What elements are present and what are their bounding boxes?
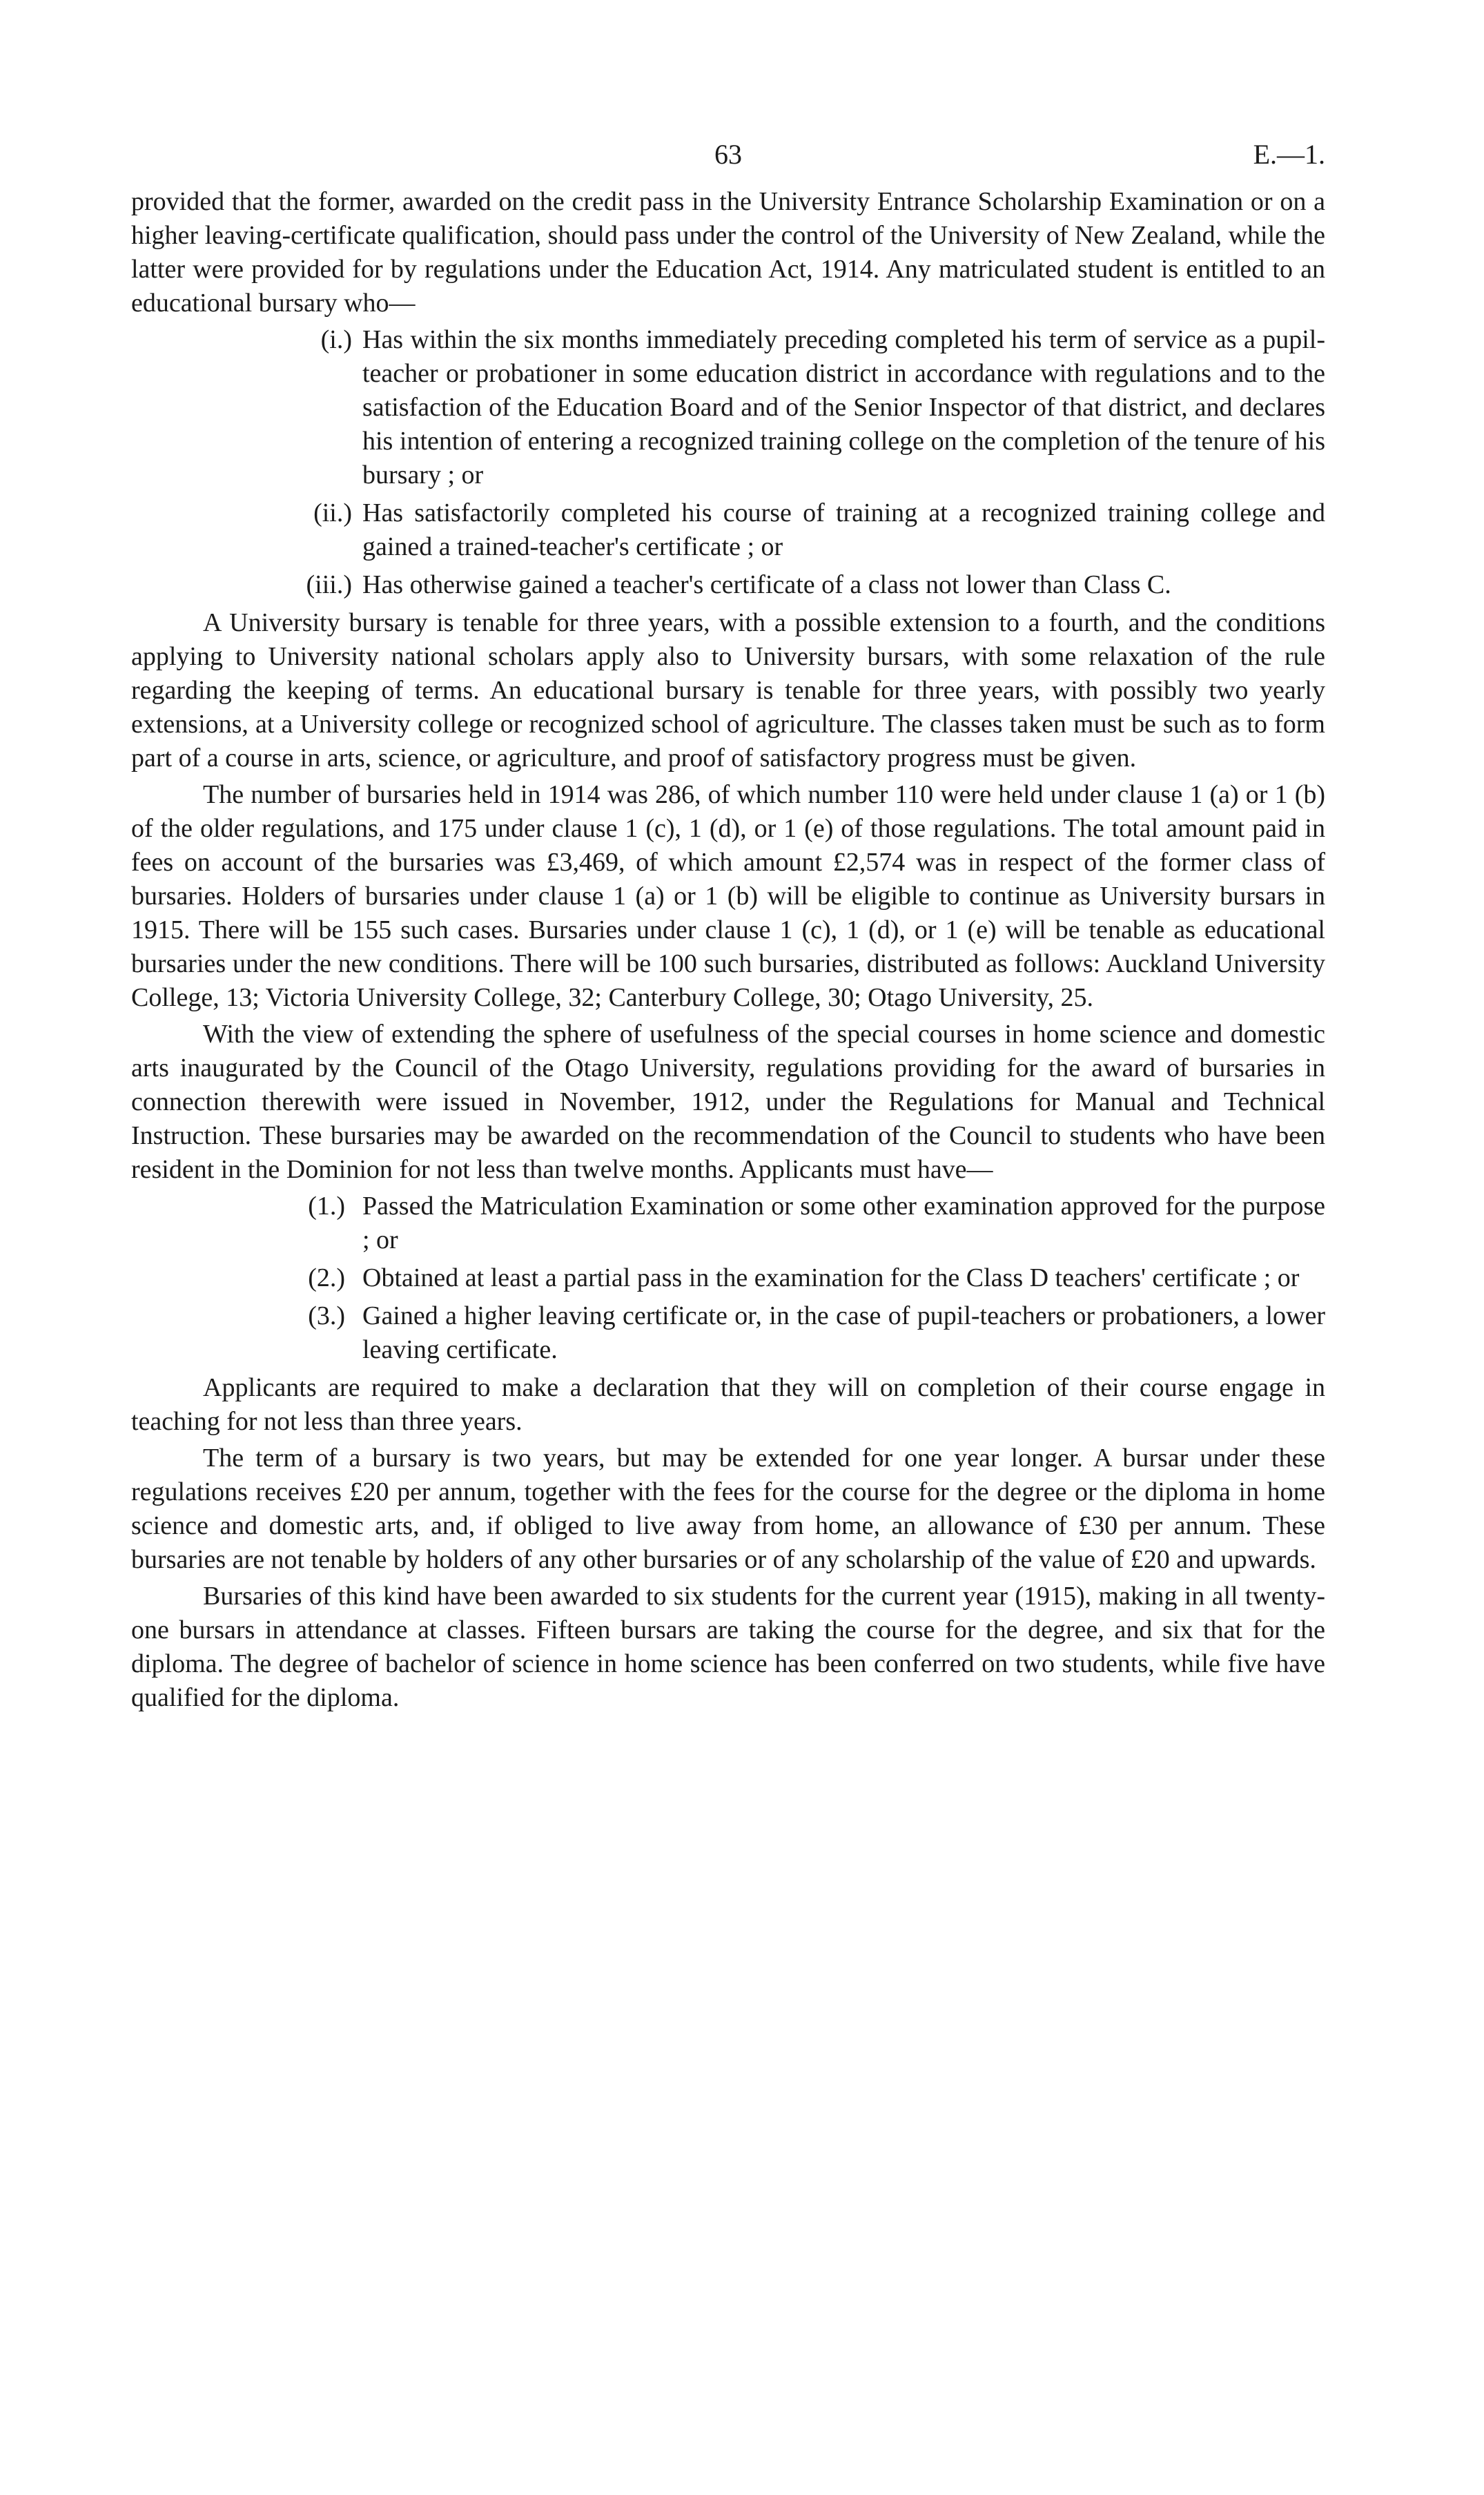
list-item-text: Has satisfactorily completed his course of training at a recognized training college and gained a trained-teacher's certificate ; or bbox=[362, 498, 1325, 561]
list-item-number: (i.) bbox=[320, 325, 352, 354]
list-item-text: Passed the Matriculation Examination or some other examination approved for the purpose ; or bbox=[362, 1192, 1325, 1254]
page-header bbox=[131, 138, 1325, 179]
document-body bbox=[131, 185, 1325, 1718]
list-item-number: (iii.) bbox=[306, 570, 352, 599]
paragraph-university-bursary: A University bursary is tenable for three years, with a possible extension to a fourth, and the conditions applying to University national scholars apply also to University bursars, with some relaxation of the rule regarding the keeping of terms. An educational bursary is tenable for three years, with possibly two yearly extensions, at a University college or recognized school of agriculture. The classes taken must be such as to form part of a course in arts, science, or agriculture, and proof of satisfactory progress must be given. bbox=[131, 608, 1325, 773]
applicant-requirements-list bbox=[131, 1190, 1325, 1367]
list-item bbox=[131, 1190, 1325, 1257]
list-item-text: Has otherwise gained a teacher's certificate of a class not lower than Class C. bbox=[362, 570, 1171, 599]
eligibility-list bbox=[131, 323, 1325, 602]
list-item-text: Has within the six months immediately preceding completed his term of service as a pupil-teacher or probationer in some education district in accordance with regulations and to the satisfaction of the Education Board and of the Senior Inspector of that district, and declares his intention of entering a recognized training college on the completion of the tenure of his bursary ; or bbox=[362, 325, 1325, 489]
list-item bbox=[131, 496, 1325, 564]
list-item-number: (1.) bbox=[308, 1192, 345, 1221]
list-item bbox=[131, 1299, 1325, 1367]
paragraph-bursaries-awarded: Bursaries of this kind have been awarded to six students for the current year (1915), making in all twenty-one bursars in attendance at classes. Fifteen bursars are taking the course for the degree, and six that for the diploma. The degree of bachelor of science in home science has been conferred on two students, while five have qualified for the diploma. bbox=[131, 1582, 1325, 1712]
paragraph-bursary-regulations: provided that the former, awarded on the credit pass in the University Entrance Scholarship Examination or on a higher leaving-certificate qualification, should pass under the control of the University of New Zealand, while the latter were provided for by regulations under the Education Act, 1914. Any matriculated student is entitled to an educational bursary who— bbox=[131, 187, 1325, 318]
paragraph-declaration: Applicants are required to make a declaration that they will on completion of their course engage in teaching for not less than three years. bbox=[131, 1373, 1325, 1436]
list-item-number: (ii.) bbox=[313, 498, 352, 527]
list-item-number: (3.) bbox=[308, 1301, 345, 1330]
list-item-text: Obtained at least a partial pass in the examination for the Class D teachers' certificate ; or bbox=[362, 1263, 1300, 1292]
paragraph-home-science: With the view of extending the sphere of usefulness of the special courses in home science and domestic arts inaugurated by the Council of the Otago University, regulations providing for the award of bursaries in connection therewith were issued in November, 1912, under the Regulations for Manual and Technical Instruction. These bursaries may be awarded on the recommendation of the Council to students who have been resident in the Dominion for not less than twelve months. Applicants must have— bbox=[131, 1020, 1325, 1184]
page-reference: E.—1. bbox=[1253, 139, 1325, 170]
list-item-text: Gained a higher leaving certificate or, in the case of pupil-teachers or probationers, a lower leaving certificate. bbox=[362, 1301, 1325, 1364]
paragraph-bursary-term: The term of a bursary is two years, but may be extended for one year longer. A bursar under these regulations receives £20 per annum, together with the fees for the course for the degree or the diploma in home science and domestic arts, and, if obliged to live away from home, an allowance of £30 per annum. These bursaries are not tenable by holders of any other bursaries or of any scholarship of the value of £20 and upwards. bbox=[131, 1444, 1325, 1574]
page-number: 63 bbox=[714, 139, 742, 170]
list-item-number: (2.) bbox=[308, 1263, 345, 1292]
paragraph-bursary-numbers: The number of bursaries held in 1914 was 286, of which number 110 were held under clause 1 (a) or 1 (b) of the older regulations, and 175 under clause 1 (c), 1 (d), or 1 (e) of those regulations. The total amount paid in fees on account of the bursaries was £3,469, of which amount £2,574 was in respect of the former class of bursaries. Holders of bursaries under clause 1 (a) or 1 (b) will be eligible to continue as University bursars in 1915. There will be 155 such cases. Bursaries under clause 1 (c), 1 (d), or 1 (e) will be tenable as educational bursaries under the new conditions. There will be 100 such bursaries, distributed as follows: Auckland University College, 13; Victoria University College, 32; Canterbury College, 30; Otago University, 25. bbox=[131, 780, 1325, 1012]
list-item bbox=[131, 323, 1325, 492]
list-item bbox=[131, 1261, 1325, 1295]
list-item bbox=[131, 568, 1325, 602]
